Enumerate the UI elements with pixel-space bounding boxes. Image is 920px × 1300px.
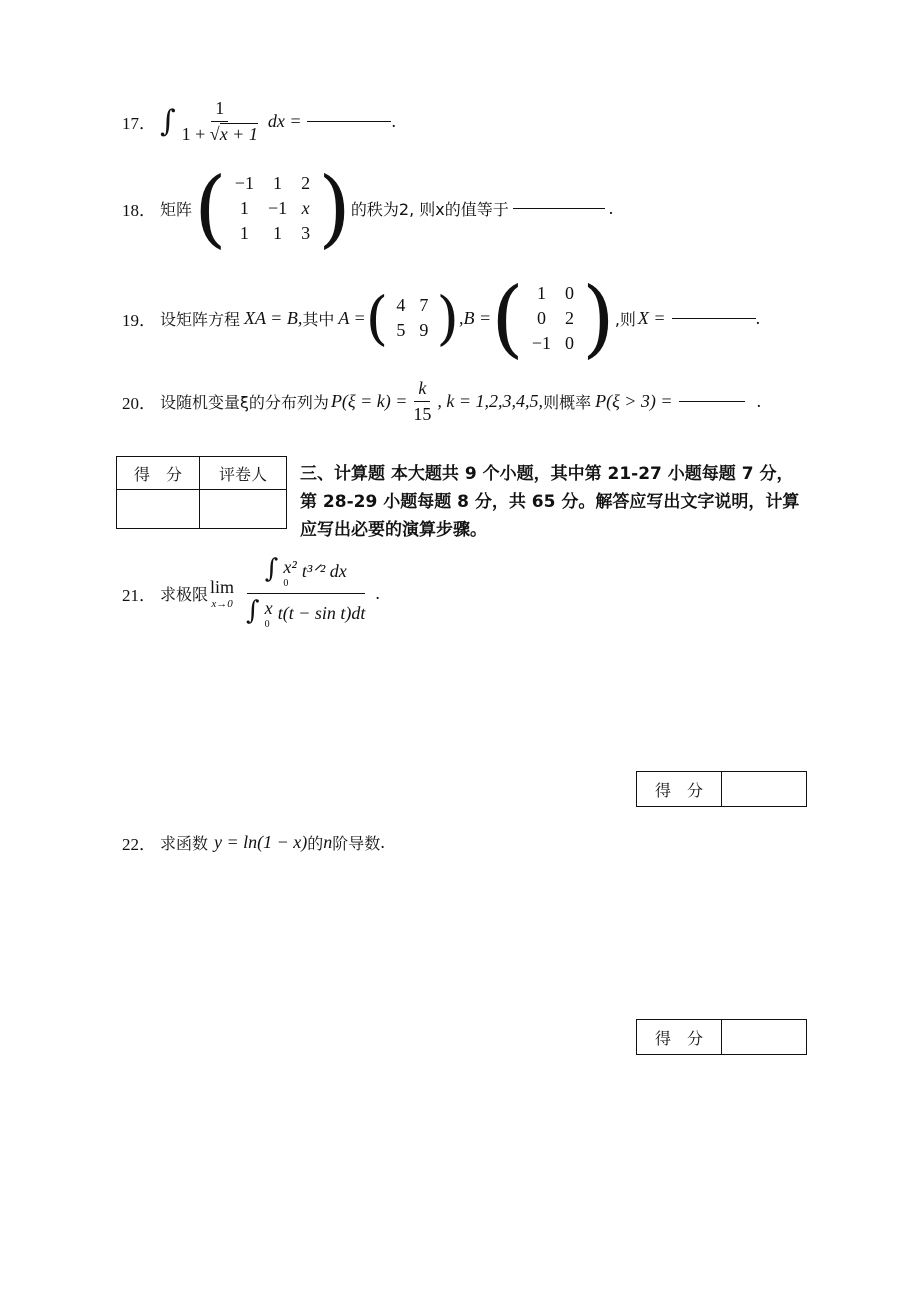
matrix-cell: −1 [267,197,288,218]
integral-sign: ∫ [160,103,176,139]
question-text: 则概率 [543,393,592,412]
fraction-numerator: k [414,378,430,402]
sqrt-icon: √ [209,124,220,144]
question-label: 矩阵 [160,199,193,219]
n-variable: n [323,832,333,852]
right-paren: ) [436,284,459,352]
matrix-cell: 5 [396,320,406,340]
period: . [391,111,396,131]
matrix-cell: 9 [419,320,429,340]
matrix-cell: −1 [531,332,552,353]
matrix-cell: −1 [234,172,254,193]
lim-subscript: x→0 [211,597,233,610]
limit-fraction [238,556,373,630]
matrix-cell: 1 [273,172,283,193]
question-text: 的秩为2, 则x的值等于 [350,199,509,219]
answer-blank[interactable] [513,208,605,209]
fraction [409,378,435,425]
left-paren: ( [491,269,524,367]
question-19 [122,269,761,367]
grader-header: 评卷人 [200,457,287,490]
matrix-b-label: ,B = [458,307,492,328]
lower-limit: 0 [283,577,289,589]
score-box [636,1019,807,1055]
matrix-cell: 1 [273,222,283,243]
integral-sign: ∫ [264,554,279,584]
score-cell[interactable] [117,490,200,529]
right-paren: ) [318,159,351,257]
probability-expression: P(ξ = k) = [330,391,408,411]
matrix-cell: 2 [565,307,575,328]
period: . [375,582,380,603]
integrand: t³ᐟ² dx [301,561,347,581]
score-header: 得 分 [117,457,200,490]
dx-term: dx = [267,111,302,131]
section-heading-line: 三、计算题 本大题共 9 个小题，其中第 21-27 小题每题 7 分， [300,464,794,484]
answer-blank[interactable] [307,121,391,122]
matrix-b [524,283,582,354]
question-text: 阶导数 [332,834,381,853]
fraction-numerator [247,556,365,594]
right-paren: ) [582,269,615,367]
section-heading-line: 应写出必要的演算步骤。 [300,520,487,540]
matrix-cell: 2 [301,172,311,193]
k-range: , k = 1,2,3,4,5, [437,391,544,411]
score-box [636,771,807,807]
fraction-numerator: 1 [211,98,228,122]
matrix-cell: 1 [239,222,249,243]
fraction-denominator [238,594,373,631]
grader-cell[interactable] [200,490,287,529]
integrand: t(t − sin t)dt [277,602,366,623]
equation: XA = B, [244,307,303,328]
fraction-denominator [178,122,262,145]
question-text: 的 [307,834,324,853]
question-number: 18． [122,200,156,220]
question-label: 设矩阵方程 [160,309,241,329]
matrix-a [388,295,436,341]
lower-limit: 0 [264,619,270,630]
question-number: 19． [122,310,156,330]
probability-expression: P(ξ > 3) = [595,391,673,411]
question-number: 22． [122,835,156,854]
period: . [755,307,761,328]
fraction [178,98,262,145]
section-heading-line: 第 28-29 小题每题 8 分，共 65 分。解答应写出文字说明，计算 [300,492,800,512]
question-18 [122,159,614,257]
question-number: 21． [122,585,156,605]
score-label: 得 分 [637,772,722,807]
upper-limit: x² [283,556,297,577]
matrix-cell: 3 [301,222,311,243]
section-3-heading [300,460,799,544]
period: . [380,832,385,852]
matrix-cell: 1 [239,197,249,218]
question-21 [122,556,380,630]
denominator-term: 1 + [181,124,206,144]
left-paren: ( [365,284,389,352]
matrix-cell: x [301,197,310,218]
answer-blank[interactable] [672,318,756,319]
x-label: X = [637,307,666,328]
question-22 [122,830,385,855]
left-paren: ( [194,159,227,257]
integral-sign: ∫ [246,595,260,626]
sqrt-radicand: x + 1 [219,124,258,144]
answer-blank[interactable] [679,401,745,402]
integral-limits [265,598,273,630]
period: . [756,391,762,411]
fraction-denominator: 15 [413,404,432,424]
matrix-cell: 0 [536,307,546,328]
question-text: 其中 [302,309,335,329]
question-label: 设随机变量ξ的分布列为 [160,393,329,412]
question-number: 20． [122,394,156,413]
score-label: 得 分 [637,1020,722,1055]
matrix-cell: 4 [396,295,406,315]
period: . [608,197,614,218]
matrix-cell: 0 [565,332,575,353]
matrix-cell: 0 [565,282,575,303]
score-cell[interactable] [722,1020,807,1055]
matrix-a-label: A = [338,307,366,328]
question-label: 求函数 [160,834,209,853]
question-text: ,则 [614,309,636,329]
function-expression: y = ln(1 − x) [214,832,308,852]
upper-limit: x [264,598,273,618]
question-17 [122,98,396,145]
integral-limits [283,557,296,589]
matrix-18 [227,173,318,244]
question-label: 求极限 [160,584,209,604]
score-cell[interactable] [722,772,807,807]
question-number: 17． [122,114,156,133]
limit-operator [210,577,234,610]
matrix-cell: 7 [419,295,429,315]
matrix-cell: 1 [536,282,546,303]
lim-label: lim [210,576,235,597]
score-grader-table [116,456,287,529]
question-20 [122,378,761,425]
